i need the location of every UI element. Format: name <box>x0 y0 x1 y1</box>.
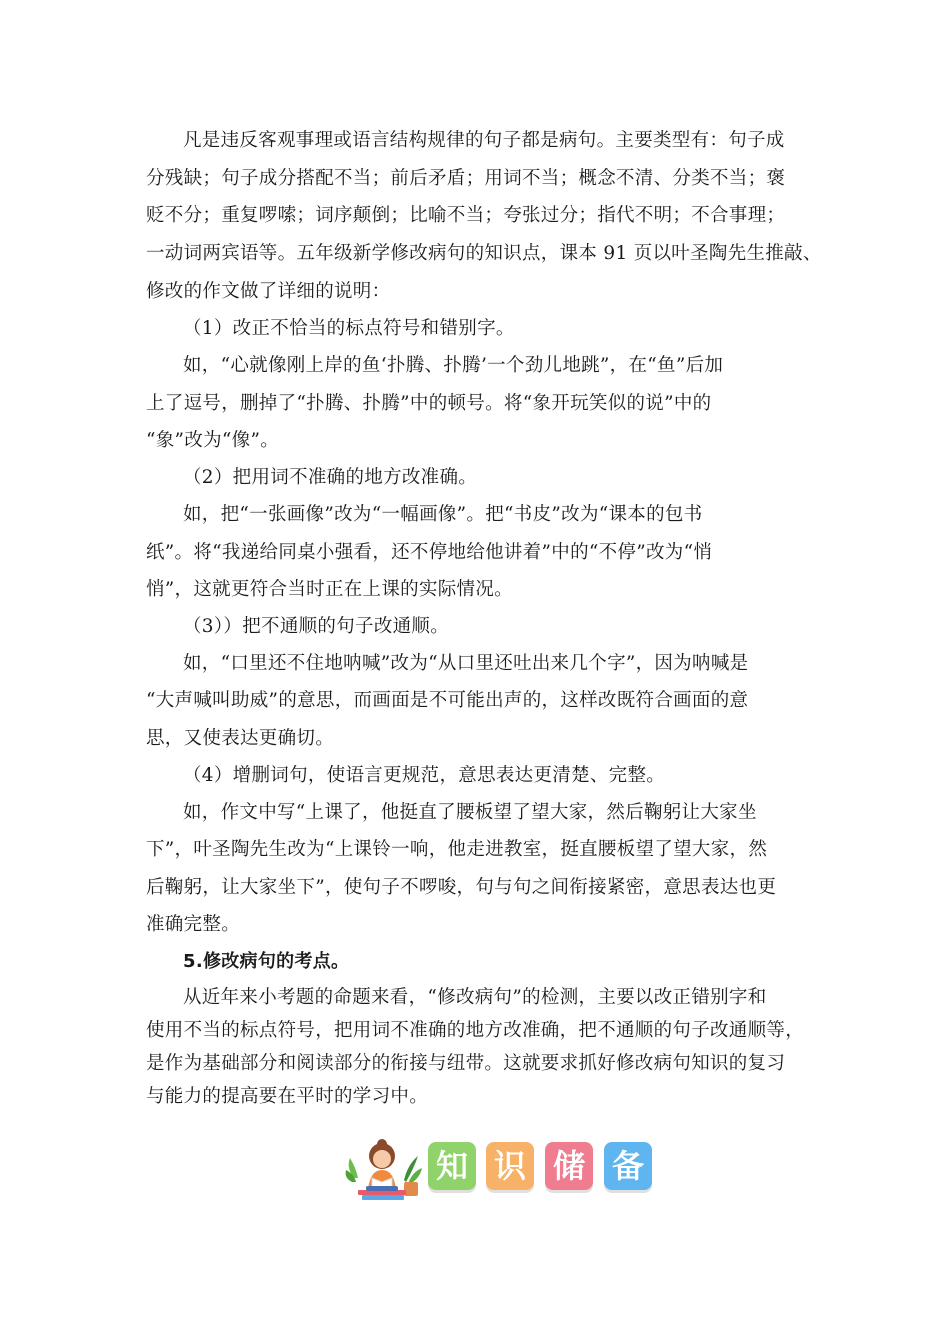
text-line: 悄”，这就更符合当时正在上课的实际情况。 <box>146 579 513 600</box>
text-line: 纸”。将“我递给同桌小强看，还不停地给他讲着”中的“不停”改为“悄 <box>146 542 713 563</box>
text-line: 下”，叶圣陶先生改为“上课铃一响，他走进教室，挺直腰板望了望大家，然 <box>146 839 768 860</box>
text-line: 准确完整。 <box>146 914 241 935</box>
text-line: 使用不当的标点符号，把用词不准确的地方改准确，把不通顺的句子改通顺等， <box>146 1020 805 1041</box>
banner-char-tile: 储 <box>545 1142 593 1190</box>
text-line: 后鞠躬，让大家坐下”，使句子不啰唆，句与句之间衔接紧密，意思表达也更 <box>146 877 777 898</box>
list-heading: （2）把用词不准确的地方改准确。 <box>183 467 478 488</box>
banner-char-tile: 识 <box>486 1142 534 1190</box>
text-line: 凡是违反客观事理或语言结构规律的句子都是病句。主要类型有：句子成 <box>183 130 785 151</box>
text-line: 思，又使表达更确切。 <box>146 728 335 749</box>
knowledge-banner <box>344 1138 654 1200</box>
text-line: 如，作文中写“上课了，他挺直了腰板望了望大家，然后鞠躬让大家坐 <box>183 802 757 823</box>
text-line: 上了逗号，删掉了“扑腾、扑腾”中的顿号。将“象开玩笑似的说”中的 <box>146 393 712 414</box>
text-line: “象”改为“像”。 <box>146 430 280 451</box>
text-line: 贬不分；重复啰嗦；词序颠倒；比喻不当；夸张过分；指代不明；不合事理； <box>146 205 786 226</box>
reading-girl-icon <box>344 1138 422 1200</box>
banner-char-tile: 知 <box>428 1142 476 1190</box>
list-heading: （3））把不通顺的句子改通顺。 <box>183 616 450 637</box>
text-line: 如，“口里还不住地呐喊”改为“从口里还吐出来几个字”，因为呐喊是 <box>183 653 749 674</box>
text-line: 一动词两宾语等。五年级新学修改病句的知识点，课本 91 页以叶圣陶先生推敲、 <box>146 243 822 264</box>
section-heading: 5.修改病句的考点。 <box>183 951 350 972</box>
text-line: 是作为基础部分和阅读部分的衔接与纽带。这就要求抓好修改病句知识的复习 <box>146 1053 786 1074</box>
text-line: 从近年来小考题的命题来看，“修改病句”的检测，主要以改正错别字和 <box>183 987 767 1008</box>
list-heading: （1）改正不恰当的标点符号和错别字。 <box>183 318 515 339</box>
text-line: 如，“心就像刚上岸的鱼‘扑腾、扑腾’一个劲儿地跳”，在“鱼”后加 <box>183 355 724 376</box>
text-line: 分残缺；句子成分搭配不当；前后矛盾；用词不当；概念不清、分类不当；褒 <box>146 168 786 189</box>
list-heading: （4）增删词句，使语言更规范，意思表达更清楚、完整。 <box>183 765 666 786</box>
text-line: 与能力的提高要在平时的学习中。 <box>146 1086 429 1107</box>
banner-char-tile: 备 <box>604 1142 652 1190</box>
text-line: “大声喊叫助威”的意思，而画面是不可能出声的，这样改既符合画面的意 <box>146 690 749 711</box>
text-line: 如，把“一张画像”改为“一幅画像”。把“书皮”改为“课本的包书 <box>183 504 703 525</box>
text-line: 修改的作文做了详细的说明： <box>146 281 391 302</box>
